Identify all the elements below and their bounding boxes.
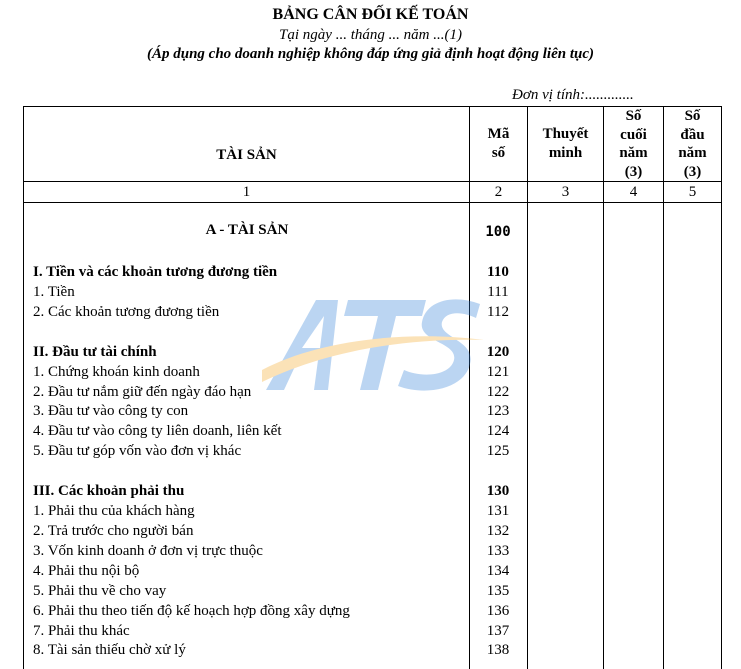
line-item-code: 136 (486, 602, 510, 619)
line-item-label: 5. Đầu tư góp vốn vào đơn vị khác (33, 443, 242, 460)
column-number: 4 (629, 184, 638, 200)
document-title: BẢNG CÂN ĐỐI KẾ TOÁN (272, 6, 469, 23)
section-a-code: 100 (485, 224, 511, 240)
line-item-code: 120 (486, 343, 510, 360)
line-item-code: 110 (487, 264, 509, 280)
line-item-code: 125 (486, 443, 510, 460)
header-note: Thuyết minh (542, 126, 589, 161)
section-heading: II. Đầu tư tài chính (33, 343, 157, 360)
section-heading: III. Các khoản phải thu (33, 483, 185, 500)
column-number: 3 (561, 184, 570, 200)
line-item-label: 5. Phải thu về cho vay (33, 582, 167, 599)
line-item-label: 3. Vốn kinh doanh ở đơn vị trực thuộc (33, 542, 263, 559)
line-item-code: 132 (486, 522, 510, 539)
line-item-code: 135 (486, 582, 510, 599)
line-item-label: 1. Phải thu của khách hàng (33, 503, 195, 520)
document-date-line: Tại ngày ... tháng ... năm ...(1) (279, 27, 462, 43)
column-number: 5 (688, 184, 697, 200)
line-item-code: 137 (486, 622, 510, 639)
ats-watermark-logo (258, 290, 486, 400)
currency-unit-line: Đơn vị tính:............. (512, 87, 634, 103)
column-number-divider (23, 202, 721, 203)
line-item-label: 4. Phải thu nội bộ (33, 562, 140, 579)
header-code: Mã số (487, 126, 510, 161)
line-item-code: 138 (486, 642, 510, 659)
line-item-label: 4. Đầu tư vào công ty liên doanh, liên kết (33, 423, 282, 440)
header-divider (23, 181, 721, 182)
line-item-code: 133 (486, 542, 510, 559)
column-number: 2 (494, 184, 503, 200)
line-item-code: 121 (486, 363, 510, 380)
line-item-label: 7. Phải thu khác (33, 622, 130, 639)
section-a-title: A - TÀI SẢN (205, 222, 289, 238)
line-item-label: 3. Đầu tư vào công ty con (33, 403, 189, 420)
line-item-label: 8. Tài sản thiếu chờ xử lý (33, 642, 186, 659)
line-item-code: 124 (486, 423, 510, 440)
line-item-label: 2. Các khoản tương đương tiền (33, 303, 220, 320)
line-item-code: 134 (486, 562, 510, 579)
line-item-code: 130 (486, 483, 510, 500)
line-item-code: 123 (486, 403, 510, 420)
document-scope-note: (Áp dụng cho doanh nghiệp không đáp ứng giả định hoạt động liên tục) (146, 46, 594, 62)
header-asset: TÀI SẢN (216, 147, 277, 163)
column-number: 1 (242, 184, 251, 200)
header-end-of-year: Số cuối năm (3) (619, 108, 648, 180)
line-item-label: 6. Phải thu theo tiến độ kế hoạch hợp đồng xây dựng (33, 602, 350, 619)
line-item-label: 2. Đầu tư nắm giữ đến ngày đáo hạn (33, 383, 252, 400)
header-start-of-year: Số đầu năm (3) (678, 108, 707, 180)
line-item-code: 122 (486, 383, 510, 400)
section-heading: I. Tiền và các khoản tương đương tiền (33, 264, 278, 280)
table-border-right (721, 106, 722, 669)
line-item-label: 1. Chứng khoán kinh doanh (33, 363, 200, 380)
line-item-code: 111 (487, 283, 509, 300)
line-item-code: 131 (486, 503, 510, 520)
line-item-label: 1. Tiền (33, 283, 75, 300)
line-item-code: 112 (487, 303, 509, 320)
line-item-label: 2. Trả trước cho người bán (33, 522, 194, 539)
